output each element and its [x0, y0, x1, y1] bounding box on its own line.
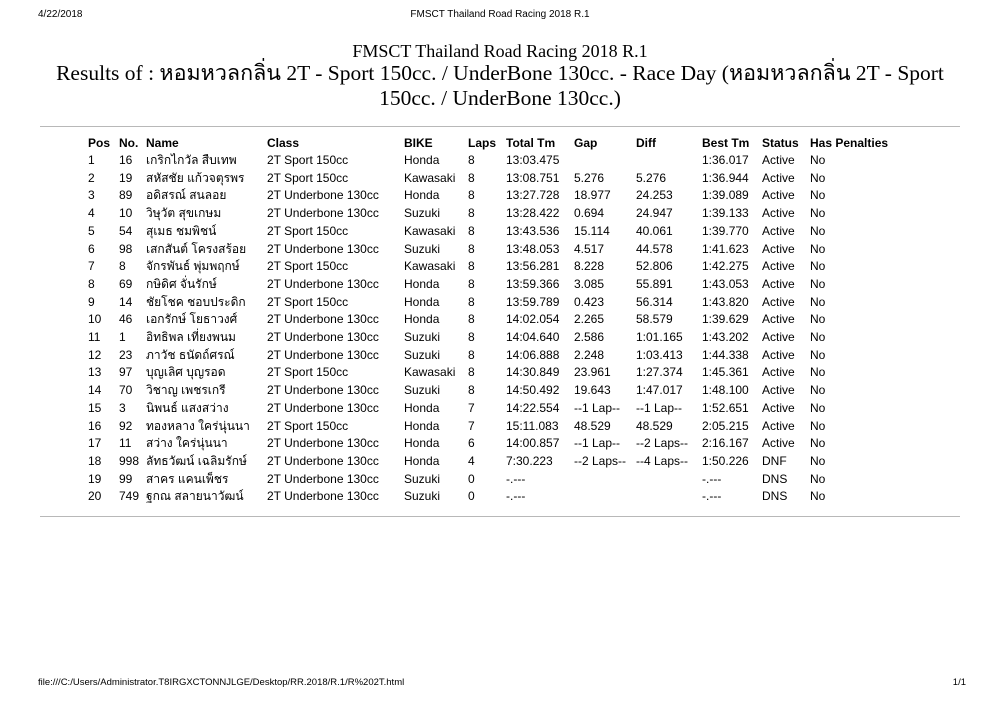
cell-bike: Honda	[404, 294, 440, 309]
cell-laps: 8	[468, 223, 475, 238]
cell-diff: --1 Lap--	[636, 400, 683, 415]
table-row	[88, 382, 900, 400]
cell-gap: 5.276	[574, 170, 605, 185]
cell-pos: 12	[88, 347, 102, 362]
cell-diff: 1:47.017	[636, 383, 683, 398]
cell-pos: 13	[88, 365, 102, 380]
cell-no: 46	[119, 312, 133, 327]
results-body	[88, 152, 900, 506]
cell-best-time: 1:39.629	[702, 312, 749, 327]
cell-total-time: 14:04.640	[506, 330, 560, 345]
cell-name: ทองหลาง ใคร่นุ่นนา	[146, 418, 250, 433]
cell-pos: 2	[88, 170, 95, 185]
cell-bike: Kawasaki	[404, 223, 456, 238]
cell-laps: 8	[468, 170, 475, 185]
cell-status: Active	[762, 241, 795, 256]
header-bike: BIKE	[404, 136, 433, 150]
cell-has-penalties: No	[810, 383, 826, 398]
cell-total-time: -.---	[506, 489, 526, 504]
cell-laps: 8	[468, 365, 475, 380]
cell-status: Active	[762, 206, 795, 221]
cell-best-time: 2:05.215	[702, 418, 749, 433]
cell-best-time: 1:39.133	[702, 206, 749, 221]
cell-class: 2T Sport 150cc	[267, 153, 349, 167]
cell-no: 92	[119, 418, 133, 433]
table-row	[88, 205, 900, 223]
cell-best-time: 1:43.053	[702, 276, 749, 291]
cell-status: DNF	[762, 453, 787, 468]
cell-status: Active	[762, 312, 795, 327]
cell-pos: 4	[88, 206, 95, 221]
table-row	[88, 311, 900, 329]
cell-status: Active	[762, 188, 795, 203]
cell-status: Active	[762, 400, 795, 415]
cell-class: 2T Sport 150cc	[267, 365, 349, 380]
table-row	[88, 329, 900, 347]
cell-class: 2T Underbone 130cc	[267, 276, 379, 291]
cell-name: จักรพันธ์ พุ่มพฤกษ์	[146, 259, 240, 274]
table-header-row	[88, 135, 900, 152]
cell-diff: 52.806	[636, 259, 673, 274]
cell-name: วิชาญ เพชรเกรี	[146, 383, 226, 398]
cell-best-time: 1:42.275	[702, 259, 749, 274]
cell-pos: 18	[88, 453, 102, 468]
cell-name: เอกรักษ์ โยธาวงศ์	[146, 312, 238, 327]
cell-gap: --1 Lap--	[574, 436, 621, 451]
cell-bike: Kawasaki	[404, 170, 456, 185]
cell-pos: 9	[88, 294, 95, 309]
cell-diff: --2 Laps--	[636, 436, 689, 451]
cell-no: 23	[119, 347, 133, 362]
cell-bike: Honda	[404, 453, 440, 468]
cell-bike: Honda	[404, 418, 440, 433]
cell-class: 2T Underbone 130cc	[267, 330, 379, 345]
cell-has-penalties: No	[810, 400, 826, 415]
cell-name: เกริกไกวัล สืบเทพ	[146, 153, 237, 167]
cell-class: 2T Underbone 130cc	[267, 188, 379, 203]
cell-name: นิพนธ์ แสงสว่าง	[146, 400, 229, 415]
cell-status: Active	[762, 330, 795, 345]
cell-best-time: 2:16.167	[702, 436, 749, 451]
cell-class: 2T Underbone 130cc	[267, 436, 379, 451]
header-pos: Pos	[88, 136, 111, 150]
cell-pos: 14	[88, 383, 102, 398]
cell-gap: 2.586	[574, 330, 605, 345]
cell-bike: Kawasaki	[404, 365, 456, 380]
cell-total-time: 14:02.054	[506, 312, 560, 327]
table-row	[88, 364, 900, 382]
cell-no: 99	[119, 471, 133, 486]
cell-gap: 15.114	[574, 223, 610, 238]
cell-status: Active	[762, 418, 795, 433]
cell-diff	[636, 152, 702, 170]
document-title: FMSCT Thailand Road Racing 2018 R.1	[352, 41, 648, 61]
cell-class: 2T Sport 150cc	[267, 418, 349, 433]
cell-diff: 24.253	[636, 188, 673, 203]
cell-best-time: 1:52.651	[702, 400, 749, 415]
cell-best-time: 1:41.623	[702, 241, 749, 256]
cell-diff: 55.891	[636, 276, 673, 291]
cell-total-time: 14:30.849	[506, 365, 560, 380]
cell-total-time: 13:27.728	[506, 188, 560, 203]
cell-best-time: 1:48.100	[702, 383, 749, 398]
cell-diff: 24.947	[636, 206, 673, 221]
table-row	[88, 400, 900, 418]
cell-no: 14	[119, 294, 133, 309]
cell-name: ลัทธวัฒน์ เฉลิมรักษ์	[146, 453, 247, 468]
print-header-title: FMSCT Thailand Road Racing 2018 R.1	[410, 9, 590, 20]
cell-has-penalties: No	[810, 259, 826, 274]
cell-laps: 6	[468, 436, 475, 451]
cell-no: 1	[119, 330, 126, 345]
cell-gap	[574, 152, 636, 170]
cell-laps: 0	[468, 471, 475, 486]
cell-bike: Honda	[404, 153, 440, 167]
cell-name: วิษุวัต สุขเกษม	[146, 206, 222, 221]
cell-laps: 8	[468, 347, 475, 362]
cell-total-time: 13:56.281	[506, 259, 560, 274]
cell-total-time: 14:06.888	[506, 347, 560, 362]
cell-total-time: -.---	[506, 471, 526, 486]
page-number: 1/1	[952, 677, 966, 688]
table-row	[88, 170, 900, 188]
cell-gap: --2 Laps--	[574, 453, 627, 468]
cell-status: Active	[762, 259, 795, 274]
table-row	[88, 152, 900, 170]
header-has-penalties: Has Penalties	[810, 136, 889, 150]
cell-no: 70	[119, 383, 133, 398]
cell-class: 2T Sport 150cc	[267, 259, 349, 274]
cell-no: 97	[119, 365, 133, 380]
cell-class: 2T Sport 150cc	[267, 170, 349, 185]
print-footer	[0, 677, 1000, 691]
cell-gap	[574, 488, 636, 506]
cell-name: ฐกณ สลายนาวัฒน์	[146, 489, 244, 504]
cell-status: Active	[762, 347, 795, 362]
table-row	[88, 347, 900, 365]
cell-laps: 8	[468, 206, 475, 221]
cell-bike: Honda	[404, 276, 440, 291]
table-row	[88, 294, 900, 312]
cell-diff: 1:27.374	[636, 365, 683, 380]
cell-laps: 8	[468, 188, 475, 203]
cell-gap: 19.643	[574, 383, 611, 398]
cell-laps: 8	[468, 153, 475, 167]
cell-class: 2T Underbone 130cc	[267, 347, 379, 362]
cell-pos: 7	[88, 259, 95, 274]
cell-name: สว่าง ใคร่นุ่นนา	[146, 436, 228, 451]
table-row	[88, 223, 900, 241]
cell-no: 69	[119, 276, 133, 291]
cell-pos: 3	[88, 188, 95, 203]
table-row	[88, 418, 900, 436]
cell-bike: Suzuki	[404, 330, 441, 345]
cell-total-time: 13:43.536	[506, 223, 560, 238]
cell-best-time: 1:39.089	[702, 188, 749, 203]
cell-has-penalties: No	[810, 489, 826, 504]
cell-laps: 8	[468, 330, 475, 345]
header-gap: Gap	[574, 136, 598, 150]
cell-best-time: -.---	[702, 471, 722, 486]
cell-has-penalties: No	[810, 188, 826, 203]
cell-has-penalties: No	[810, 436, 826, 451]
cell-total-time: 14:22.554	[506, 400, 560, 415]
cell-total-time: 15:11.083	[506, 418, 559, 433]
cell-name: ชัยโชค ชอบประดิก	[146, 294, 246, 309]
cell-name: บุญเลิศ บุญรอด	[146, 365, 226, 380]
cell-name: อิทธิพล เที่ยงพนม	[146, 330, 236, 345]
cell-status: Active	[762, 365, 795, 380]
table-row	[88, 241, 900, 259]
cell-laps: 8	[468, 294, 475, 309]
cell-class: 2T Sport 150cc	[267, 223, 349, 238]
cell-has-penalties: No	[810, 330, 826, 345]
cell-bike: Honda	[404, 400, 440, 415]
cell-diff: 48.529	[636, 418, 673, 433]
cell-total-time: 13:28.422	[506, 206, 560, 221]
cell-best-time: 1:39.770	[702, 223, 749, 238]
cell-laps: 8	[468, 259, 475, 274]
cell-class: 2T Underbone 130cc	[267, 312, 379, 327]
cell-best-time: 1:45.361	[702, 365, 749, 380]
cell-gap: 0.423	[574, 294, 605, 309]
cell-bike: Honda	[404, 188, 440, 203]
file-url: file:///C:/Users/Administrator.T8IRGXCTONNJLGE/Desktop/RR.2018/R.1/R%202T.html	[38, 677, 405, 688]
cell-pos: 20	[88, 489, 102, 504]
cell-diff: 56.314	[636, 294, 673, 309]
cell-bike: Honda	[404, 436, 440, 451]
cell-gap: 2.265	[574, 312, 605, 327]
cell-no: 54	[119, 223, 133, 238]
cell-pos: 8	[88, 276, 95, 291]
bottom-divider	[40, 516, 960, 517]
cell-name: ภาวัช ธนัดถ์ศรณ์	[146, 347, 235, 362]
cell-total-time: 13:59.366	[506, 276, 560, 291]
table-row	[88, 276, 900, 294]
cell-bike: Suzuki	[404, 206, 441, 221]
cell-gap: 2.248	[574, 347, 605, 362]
table-row	[88, 471, 900, 489]
cell-name: กษิดิศ จั่นรักษ์	[146, 276, 217, 291]
cell-no: 749	[119, 489, 140, 504]
cell-laps: 7	[468, 418, 475, 433]
cell-no: 3	[119, 400, 126, 415]
cell-has-penalties: No	[810, 312, 826, 327]
cell-diff: 1:01.165	[636, 330, 683, 345]
cell-class: 2T Underbone 130cc	[267, 453, 379, 468]
top-divider	[40, 126, 960, 127]
cell-status: Active	[762, 170, 795, 185]
table-row	[88, 187, 900, 205]
cell-bike: Suzuki	[404, 471, 441, 486]
cell-total-time: 13:59.789	[506, 294, 560, 309]
cell-class: 2T Underbone 130cc	[267, 400, 379, 415]
cell-best-time: 1:36.017	[702, 153, 749, 167]
cell-pos: 5	[88, 223, 95, 238]
cell-best-time: 1:50.226	[702, 453, 749, 468]
cell-pos: 1	[88, 153, 95, 167]
header-class: Class	[267, 136, 300, 150]
cell-status: Active	[762, 383, 795, 398]
cell-status: Active	[762, 153, 795, 167]
cell-no: 98	[119, 241, 133, 256]
table-row	[88, 453, 900, 471]
cell-diff	[636, 488, 702, 506]
cell-status: Active	[762, 436, 795, 451]
cell-pos: 6	[88, 241, 95, 256]
cell-has-penalties: No	[810, 453, 826, 468]
cell-bike: Suzuki	[404, 241, 441, 256]
cell-class: 2T Underbone 130cc	[267, 489, 379, 504]
cell-gap: 4.517	[574, 241, 605, 256]
cell-has-penalties: No	[810, 471, 826, 486]
cell-has-penalties: No	[810, 418, 826, 433]
cell-diff: 44.578	[636, 241, 673, 256]
cell-laps: 4	[468, 453, 475, 468]
cell-no: 89	[119, 188, 133, 203]
header-status: Status	[762, 136, 799, 150]
header-name: Name	[146, 136, 179, 150]
header-total-time: Total Tm	[506, 136, 556, 150]
cell-status: DNS	[762, 471, 788, 486]
cell-laps: 8	[468, 383, 475, 398]
cell-status: Active	[762, 276, 795, 291]
cell-name: สหัสชัย แก้วจตุรพร	[146, 170, 245, 185]
cell-pos: 19	[88, 471, 102, 486]
cell-has-penalties: No	[810, 153, 826, 167]
cell-diff: 40.061	[636, 223, 673, 238]
header-no: No.	[119, 136, 139, 150]
cell-class: 2T Underbone 130cc	[267, 241, 379, 256]
cell-status: DNS	[762, 489, 788, 504]
cell-pos: 15	[88, 400, 102, 415]
cell-total-time: 14:00.857	[506, 436, 560, 451]
cell-no: 19	[119, 170, 133, 185]
cell-laps: 8	[468, 241, 475, 256]
cell-best-time: 1:43.820	[702, 294, 749, 309]
print-date: 4/22/2018	[38, 9, 83, 20]
results-table	[88, 135, 900, 506]
cell-laps: 0	[468, 489, 475, 504]
cell-has-penalties: No	[810, 170, 826, 185]
cell-pos: 11	[88, 330, 101, 345]
results-heading: Results of : หอมหวลกลิ่น 2T - Sport 150cc. / UnderBone 130cc. - Race Day (หอมหวลกลิ่น 2T - Sport 150cc. / UnderBone 130cc.)	[56, 61, 944, 110]
cell-bike: Kawasaki	[404, 259, 456, 274]
cell-laps: 7	[468, 400, 475, 415]
cell-diff: 5.276	[636, 170, 667, 185]
cell-name: สาคร แคนเพ็ชร	[146, 471, 229, 486]
cell-best-time: 1:43.202	[702, 330, 749, 345]
cell-status: Active	[762, 294, 795, 309]
table-row	[88, 488, 900, 506]
cell-class: 2T Sport 150cc	[267, 294, 349, 309]
cell-has-penalties: No	[810, 223, 826, 238]
cell-has-penalties: No	[810, 276, 826, 291]
table-row	[88, 435, 900, 453]
cell-gap: --1 Lap--	[574, 400, 621, 415]
print-header	[0, 9, 1000, 25]
cell-diff: --4 Laps--	[636, 453, 689, 468]
cell-best-time: 1:44.338	[702, 347, 749, 362]
cell-name: อดิสรณ์ สนลอย	[146, 188, 227, 203]
cell-gap: 23.961	[574, 365, 611, 380]
cell-gap: 3.085	[574, 276, 605, 291]
header-laps: Laps	[468, 136, 497, 150]
cell-no: 10	[119, 206, 133, 221]
cell-has-penalties: No	[810, 241, 826, 256]
cell-class: 2T Underbone 130cc	[267, 206, 379, 221]
cell-pos: 17	[88, 436, 102, 451]
cell-laps: 8	[468, 312, 475, 327]
header-best-time: Best Tm	[702, 136, 750, 150]
cell-has-penalties: No	[810, 294, 826, 309]
cell-gap: 48.529	[574, 418, 611, 433]
cell-class: 2T Underbone 130cc	[267, 471, 379, 486]
cell-gap: 8.228	[574, 259, 605, 274]
cell-total-time: 13:03.475	[506, 153, 560, 167]
cell-bike: Suzuki	[404, 347, 441, 362]
cell-gap: 0.694	[574, 206, 605, 221]
cell-best-time: 1:36.944	[702, 170, 749, 185]
cell-pos: 10	[88, 312, 102, 327]
cell-class: 2T Underbone 130cc	[267, 383, 379, 398]
cell-bike: Honda	[404, 312, 440, 327]
cell-total-time: 13:48.053	[506, 241, 560, 256]
cell-name: เสกสันต์ โครงสร้อย	[146, 241, 247, 256]
cell-pos: 16	[88, 418, 102, 433]
cell-status: Active	[762, 223, 795, 238]
cell-bike: Suzuki	[404, 489, 441, 504]
cell-bike: Suzuki	[404, 383, 441, 398]
cell-best-time: -.---	[702, 489, 722, 504]
cell-laps: 8	[468, 276, 475, 291]
cell-has-penalties: No	[810, 365, 826, 380]
cell-diff: 58.579	[636, 312, 673, 327]
cell-gap: 18.977	[574, 188, 611, 203]
cell-no: 16	[119, 153, 133, 167]
table-row	[88, 258, 900, 276]
cell-total-time: 7:30.223	[506, 453, 553, 468]
cell-no: 998	[119, 453, 140, 468]
cell-name: สุเมธ ชมพิชน์	[146, 223, 217, 238]
cell-total-time: 13:08.751	[506, 170, 560, 185]
cell-diff	[636, 471, 702, 489]
cell-no: 11	[119, 436, 132, 451]
cell-gap	[574, 471, 636, 489]
cell-diff: 1:03.413	[636, 347, 683, 362]
header-diff: Diff	[636, 136, 656, 150]
cell-total-time: 14:50.492	[506, 383, 560, 398]
cell-has-penalties: No	[810, 206, 826, 221]
cell-no: 8	[119, 259, 126, 274]
cell-has-penalties: No	[810, 347, 826, 362]
